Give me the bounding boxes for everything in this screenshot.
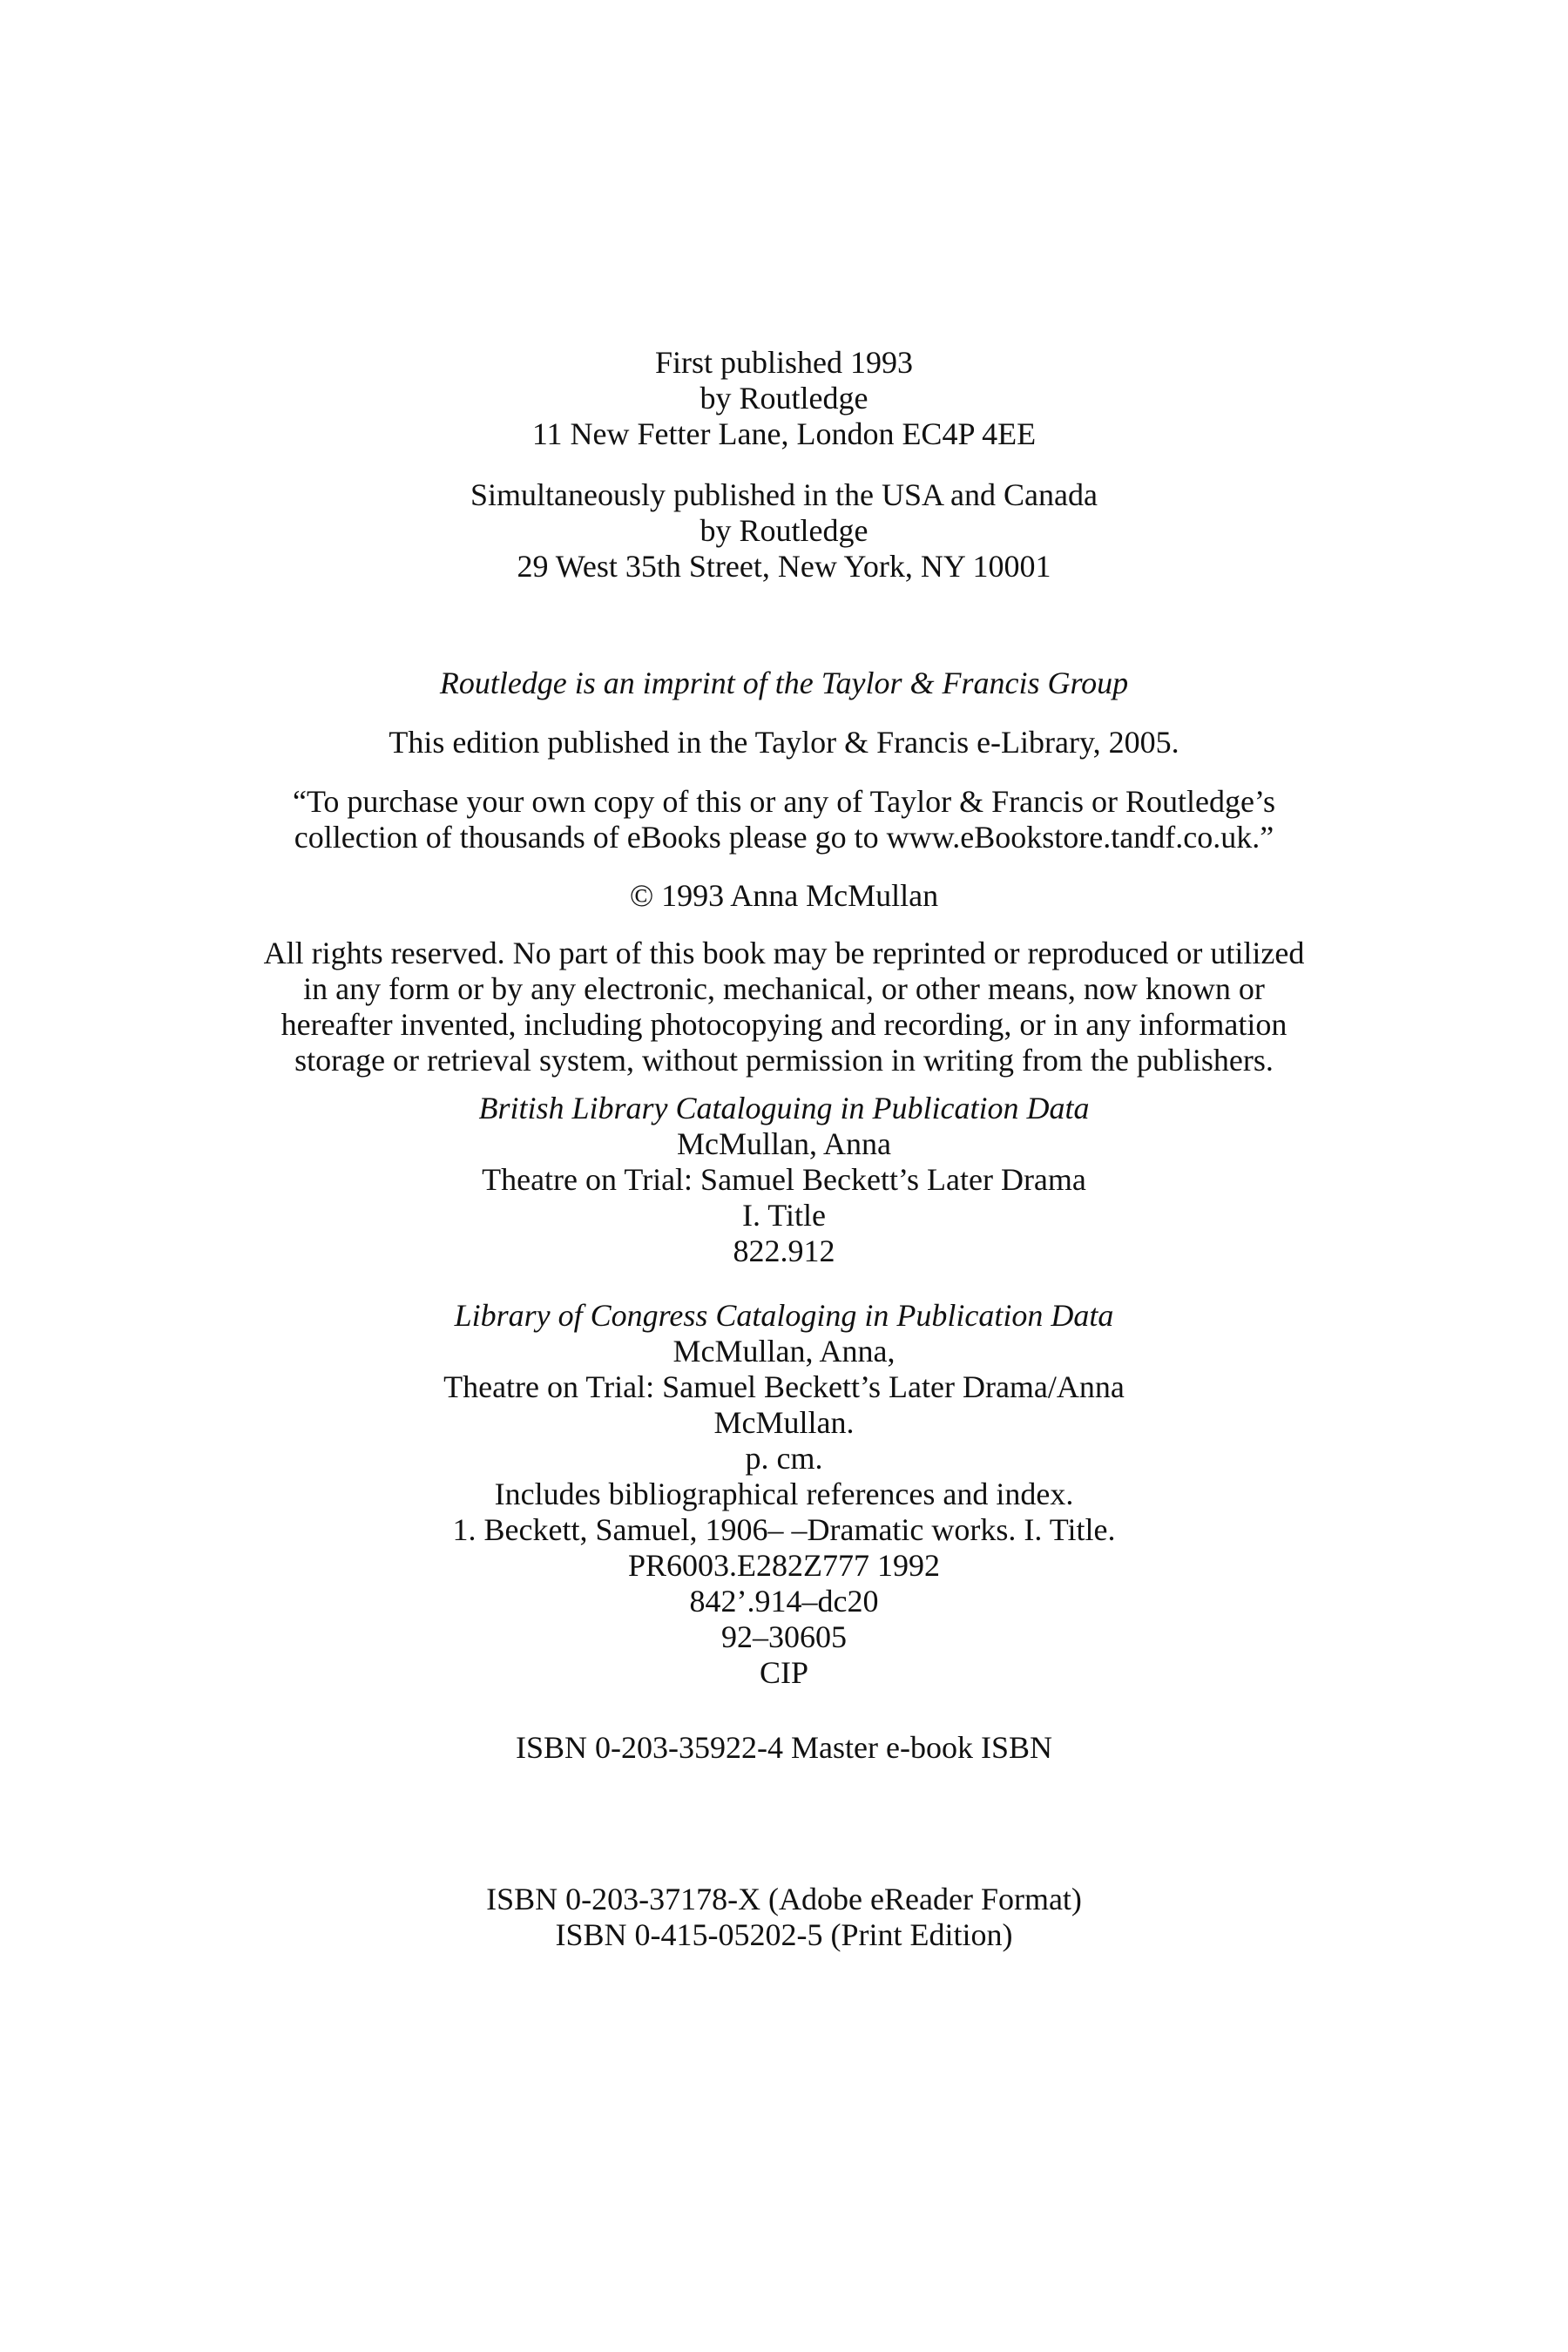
library-of-congress-cip: [174, 1298, 1394, 1691]
british-library-cip: [174, 1091, 1394, 1269]
cip-line: McMullan.: [713, 1405, 855, 1440]
cip-line: Theatre on Trial: Samuel Beckett’s Later Drama: [482, 1162, 1086, 1197]
simultaneous-publication: Simultaneously published in the USA and Canada: [470, 477, 1098, 512]
rights-line: All rights reserved. No part of this book may be reprinted or reproduced or utilized: [263, 936, 1305, 970]
purchase-line-2: collection of thousands of eBooks please go to www.eBookstore.tandf.co.uk.”: [294, 820, 1274, 855]
purchase-line-1: “To purchase your own copy of this or any of Taylor & Francis or Routledge’s: [292, 784, 1276, 819]
cip-line: 92–30605: [721, 1619, 847, 1654]
cip-line: PR6003.E282Z777 1992: [627, 1548, 940, 1583]
edition-text: This edition published in the Taylor & Francis e-Library, 2005.: [389, 725, 1179, 760]
publication-info: [174, 345, 1394, 452]
isbn-print: ISBN 0-415-05202-5 (Print Edition): [555, 1917, 1013, 1952]
cip-line: CIP: [759, 1655, 809, 1690]
publisher-us: by Routledge: [700, 513, 868, 548]
isbn-master: [174, 1730, 1394, 1766]
isbn-editions: [174, 1882, 1394, 1953]
rights-statement: [174, 936, 1394, 1078]
rights-line: hereafter invented, including photocopying and recording, or in any information: [280, 1007, 1288, 1042]
publisher-uk: by Routledge: [700, 381, 868, 416]
cip-line: Includes bibliographical references and index.: [494, 1477, 1074, 1511]
cip-line: McMullan, Anna,: [672, 1334, 896, 1369]
copyright-text: © 1993 Anna McMullan: [629, 878, 939, 913]
cip-line: McMullan, Anna: [677, 1126, 891, 1161]
cip-line: Theatre on Trial: Samuel Beckett’s Later Drama/Anna: [443, 1369, 1125, 1404]
cip-line: 1. Beckett, Samuel, 1906– –Dramatic works. I. Title.: [452, 1512, 1116, 1547]
cip-line: p. cm.: [745, 1441, 823, 1476]
rights-line: in any form or by any electronic, mechanical, or other means, now known or: [303, 971, 1265, 1006]
first-published: First published 1993: [654, 345, 913, 380]
library-of-congress-heading: Library of Congress Cataloging in Publication Data: [454, 1298, 1114, 1333]
rights-line: storage or retrieval system, without permission in writing from the publishers.: [294, 1043, 1274, 1078]
imprint-text: Routledge is an imprint of the Taylor & Francis Group: [439, 666, 1129, 700]
cip-line: 842’.914–dc20: [689, 1584, 879, 1619]
cip-line: I. Title: [741, 1198, 827, 1233]
address-uk: 11 New Fetter Lane, London EC4P 4EE: [531, 416, 1037, 451]
address-us: 29 West 35th Street, New York, NY 10001: [517, 549, 1051, 584]
copyright-notice: [174, 878, 1394, 914]
purchase-note: [174, 784, 1394, 855]
isbn-adobe: ISBN 0-203-37178-X (Adobe eReader Format): [486, 1882, 1082, 1916]
imprint-note: [174, 666, 1394, 701]
cip-line: 822.912: [733, 1233, 835, 1268]
edition-note: [174, 725, 1394, 760]
us-publication-info: [174, 477, 1394, 585]
british-library-heading: British Library Cataloguing in Publication Data: [478, 1091, 1090, 1125]
isbn-master-text: ISBN 0-203-35922-4 Master e-book ISBN: [516, 1730, 1052, 1765]
